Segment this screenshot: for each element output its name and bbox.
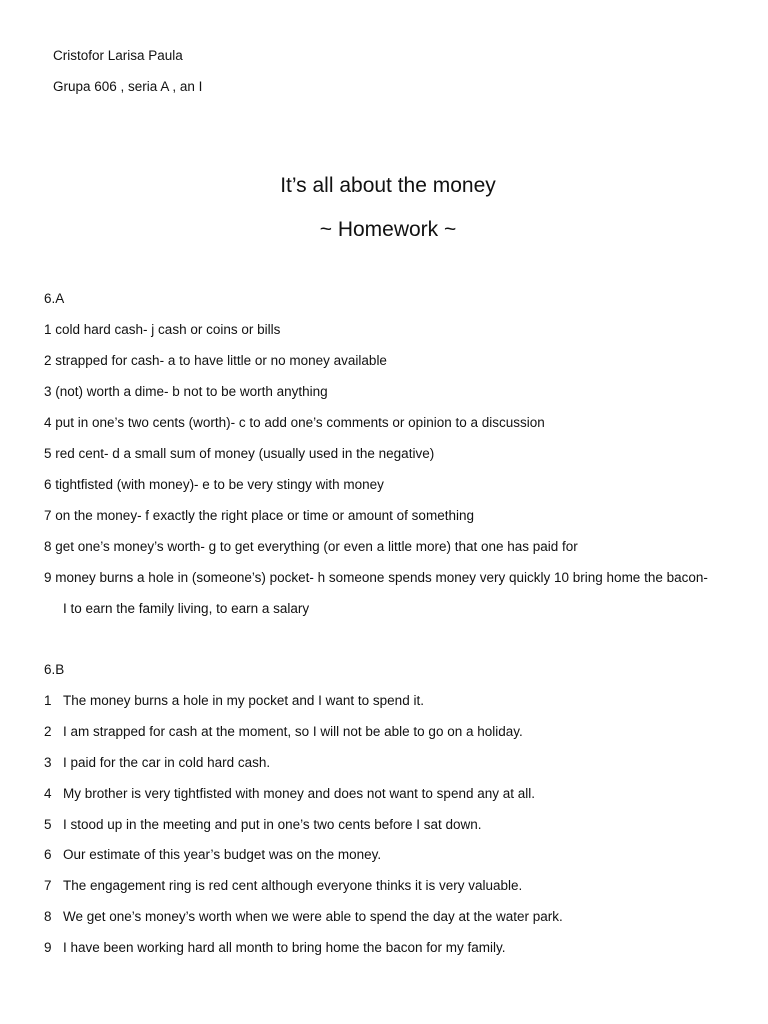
- list-item: 7 on the money- f exactly the right place or time or amount of something: [44, 508, 474, 523]
- list-item: 3 (not) worth a dime- b not to be worth anything: [44, 384, 328, 399]
- sentence-text: I paid for the car in cold hard cash.: [63, 755, 271, 770]
- sentence-item: [44, 847, 381, 863]
- group-info: Grupa 606 , seria A , an I: [53, 79, 203, 94]
- sentence-text: The money burns a hole in my pocket and I want to spend it.: [63, 693, 424, 708]
- sentence-item: [44, 817, 482, 833]
- list-item: 5 red cent- d a small sum of money (usually used in the negative): [44, 446, 435, 461]
- sentence-text: Our estimate of this year’s budget was on the money.: [63, 847, 382, 862]
- sentence-number: 4: [44, 786, 52, 801]
- list-item: 1 cold hard cash- j cash or coins or bills: [44, 322, 281, 337]
- list-item: 2 strapped for cash- a to have little or no money available: [44, 353, 387, 368]
- list-item-continuation: I to earn the family living, to earn a salary: [63, 601, 310, 616]
- sentence-item: [44, 940, 505, 956]
- sentence-text: We get one’s money’s worth when we were able to spend the day at the water park.: [63, 909, 563, 924]
- sentence-item: [44, 693, 424, 709]
- sentence-text: My brother is very tightfisted with money and does not want to spend any at all.: [63, 786, 535, 801]
- list-item: 8 get one’s money’s worth- g to get everything (or even a little more) that one has paid for: [44, 539, 578, 554]
- sentence-item: [44, 909, 563, 925]
- sentence-item: [44, 878, 522, 894]
- section-b-heading: 6.B: [44, 662, 65, 677]
- sentence-text: The engagement ring is red cent although everyone thinks it is very valuable.: [63, 878, 523, 893]
- sentence-number: 8: [44, 909, 52, 924]
- sentence-text: I stood up in the meeting and put in one’s two cents before I sat down.: [63, 817, 482, 832]
- document-title: It’s all about the money: [280, 174, 496, 197]
- sentence-number: 7: [44, 878, 52, 893]
- sentence-text: I have been working hard all month to bring home the bacon for my family.: [63, 940, 506, 955]
- sentence-number: 2: [44, 724, 52, 739]
- sentence-number: 1: [44, 693, 52, 708]
- sentence-item: [44, 755, 270, 771]
- sentence-item: [44, 724, 523, 740]
- sentence-number: 9: [44, 940, 52, 955]
- author-name: Cristofor Larisa Paula: [53, 48, 183, 63]
- sentence-number: 6: [44, 847, 52, 862]
- sentence-text: I am strapped for cash at the moment, so I will not be able to go on a holiday.: [63, 724, 523, 739]
- section-a-heading: 6.A: [44, 291, 65, 306]
- document-subtitle: ~ Homework ~: [319, 218, 457, 241]
- list-item: 9 money burns a hole in (someone’s) pocket- h someone spends money very quickly 10 bring home the bacon-: [44, 570, 708, 585]
- list-item: 4 put in one’s two cents (worth)- c to add one’s comments or opinion to a discussion: [44, 415, 545, 430]
- sentence-item: [44, 786, 535, 802]
- sentence-number: 3: [44, 755, 52, 770]
- sentence-number: 5: [44, 817, 52, 832]
- list-item: 6 tightfisted (with money)- e to be very stingy with money: [44, 477, 384, 492]
